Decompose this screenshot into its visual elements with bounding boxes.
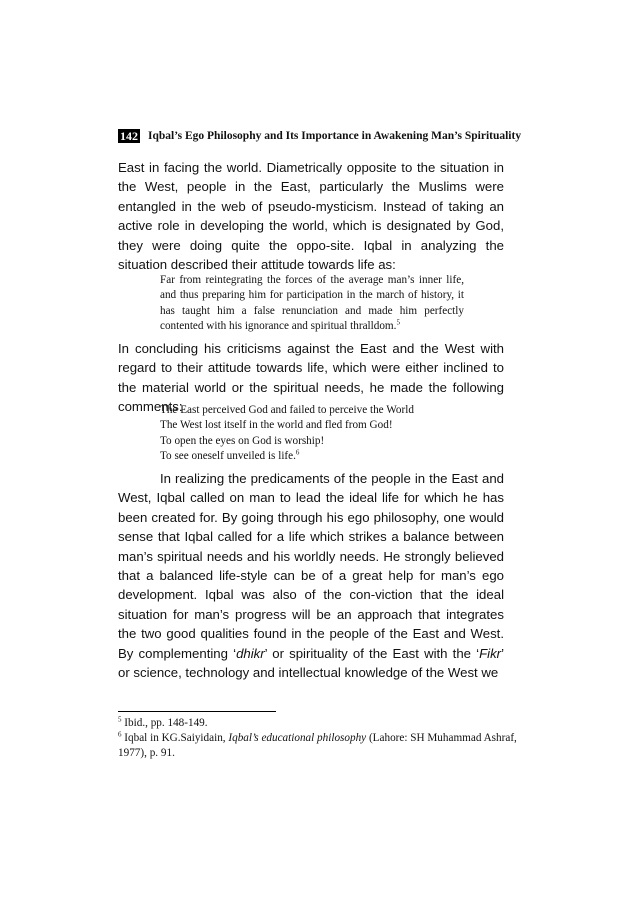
footnote-ref-5[interactable]: 5 xyxy=(396,318,400,327)
footnote-separator xyxy=(118,711,276,712)
block-quote: Far from reintegrating the forces of the average man’s inner life, and thus preparing him for participation in the march of history, it has taught him a false renunciation and made him perfectly contented with his ignorance and spiritual thralldom.$^5$ xyxy=(160,274,464,333)
footnote-number: 6 xyxy=(118,730,122,739)
paragraph-east-world: East in facing the world. Diametrically opposite to the situation in the West, people in the East, particularly the Muslims were entangled in the web of pseudo-mysticism. Instead of taking an active role in developing the world, which is designated by God, they were doing quite the oppo-site. Iqbal in analyzing the situation described their attitude towards life as: xyxy=(118,160,504,273)
footnote-number: 5 xyxy=(118,715,122,724)
page-number: 142 xyxy=(120,129,138,143)
poem-line: To open the eyes on God is worship! xyxy=(160,434,325,447)
footnote-5: $^5$ Ibid., pp. 148-149. xyxy=(118,715,208,729)
footnote-6: $^6$ Iqbal in KG.Saiyidain, Iqbal’s educational philosophy (Lahore: SH Muhammad Ashraf, 1977), p. 91. xyxy=(118,730,517,760)
poem-line: The West lost itself in the world and fled from God! xyxy=(160,419,393,432)
term-dhikr: dhikr xyxy=(236,645,265,661)
poem-quote xyxy=(160,403,460,464)
running-header xyxy=(118,128,522,146)
paragraph-concluding-criticisms: In concluding his criticisms against the East and the West with regard to their attitude towards life, which were either inclined to the material world or the spiritual needs, he made the following comments: xyxy=(118,341,504,415)
running-title: Iqbal’s Ego Philosophy and Its Importance in Awakening Man’s Spirituality xyxy=(148,130,522,142)
book-title: Iqbal’s educational philosophy xyxy=(228,732,367,744)
poem-line: The East perceived God and failed to perceive the World xyxy=(160,404,414,416)
poem-line: To see oneself unveiled is life.$^6$ xyxy=(160,448,300,462)
paragraph-predicaments: In realizing the predicaments of the people in the East and West, Iqbal called on man to lead the ideal life for which he has been created for. By going through his ego philosophy, one would sense that Iqbal called for a life which strikes a balance between man’s spiritual needs and his worldly needs. He strongly believed that a balanced life-style can be of a great help for man’s ego development. Iqbal was also of the con-viction that the ideal situation for man’s progress will be an approach that integrates the two good qualities found in the people of the East and West. By complementing ‘dhikr’ or spirituality of the East with the ‘Fikr’ or science, technology and intellectual knowledge of the West we xyxy=(118,471,505,681)
term-fikr: Fikr xyxy=(479,645,502,661)
footnote-ref-6[interactable]: 6 xyxy=(295,448,300,457)
